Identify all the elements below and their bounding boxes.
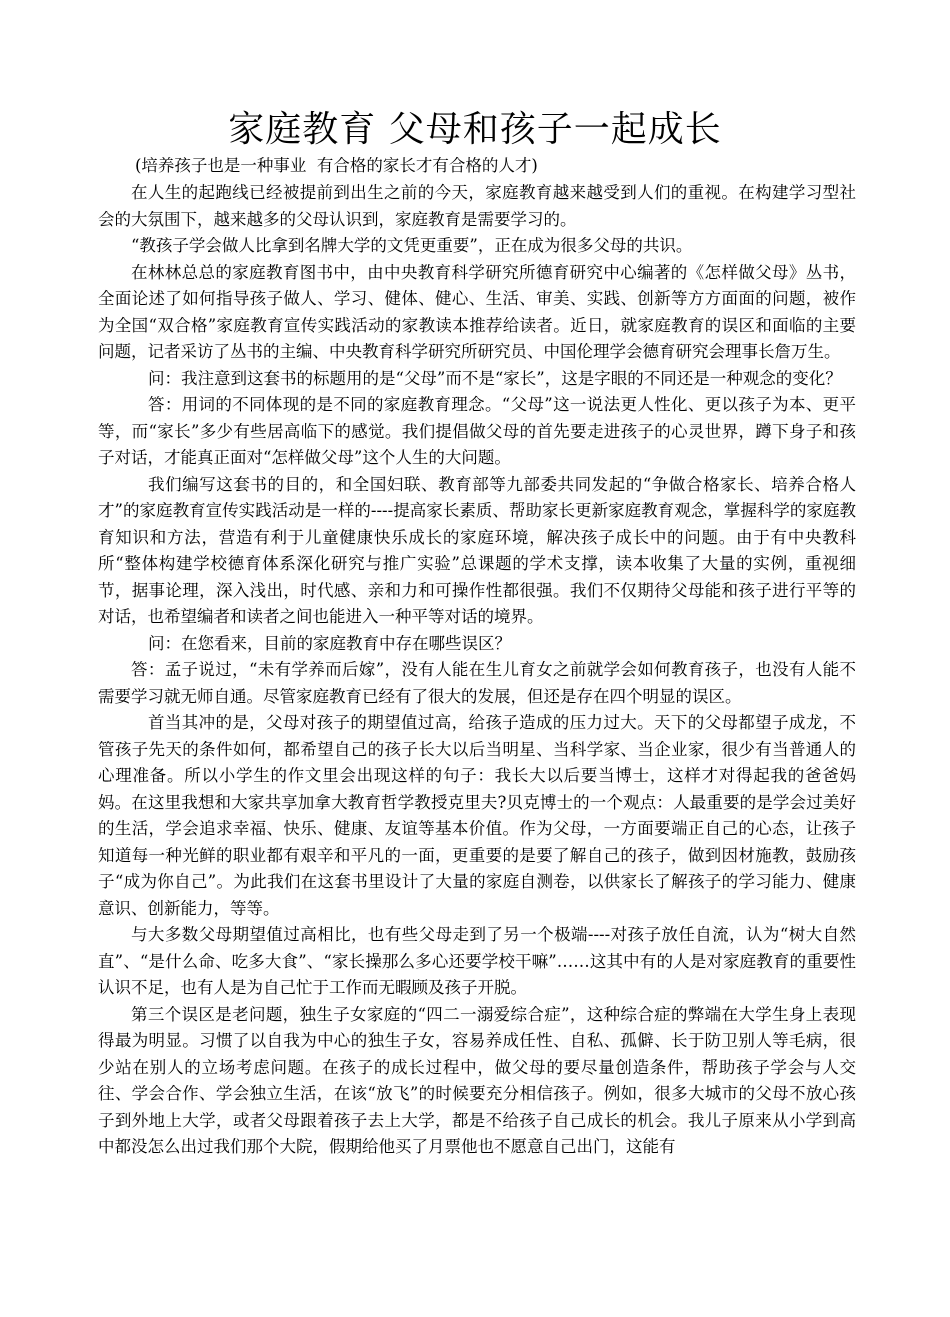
- paragraph: 问：我注意到这套书的标题用的是“父母”而不是“家长”，这是字眼的不同还是一种观念的变化？: [148, 368, 842, 388]
- paragraph: 第三个误区是老问题，独生子女家庭的“四二一溺爱综合症”，这种综合症的弊端在大学生身上表现得最为明显。习惯了以自我为中心的独生子女，容易养成任性、自私、孤僻、长于防卫别人等毛病，很少站在别人的立场考虑问题。在孩子的成长过程中，做父母的要尽量创造条件，帮助孩子学会与人交往、学会合作、学会独立生活，在该“放飞”的时候要充分相信孩子。例如，很多大城市的父母不放心孩子到外地上大学，或者父母跟着孩子去上大学，都是不给孩子自己成长的机会。我儿子原来从小学到高中都没怎么出过我们那个大院，假期给他买了月票他也不愿意自己出门，这能有: [98, 1004, 856, 1156]
- paragraph: “教孩子学会做人比拿到名牌大学的文凭更重要”，正在成为很多父母的共识。: [131, 236, 693, 255]
- document-subtitle: (培养孩子也是一种事业 有合格的家长才有合格的人才): [135, 156, 538, 175]
- paragraph: 答：孟子说过，“未有学养而后嫁”，没有人能在生儿育女之前就学会如何教育孩子，也没有人能不需要学习就无师自通。尽管家庭教育已经有了很大的发展，但还是存在四个明显的误区。: [98, 660, 856, 706]
- paragraph: 首当其冲的是，父母对孩子的期望值过高，给孩子造成的压力过大。天下的父母都望子成龙，不管孩子先天的条件如何，都希望自己的孩子长大以后当明星、当科学家、当企业家，很少有当普通人的心理准备。所以小学生的作文里会出现这样的句子：我长大以后要当博士，这样才对得起我的爸爸妈妈。在这里我想和大家共享加拿大教育哲学教授克里夫?贝克博士的一个观点：人最重要的是学会过美好的生活，学会追求幸福、快乐、健康、友谊等基本价值。作为父母，一方面要端正自己的心态，让孩子知道每一种光鲜的职业都有艰辛和平凡的一面，更重要的是要了解自己的孩子，做到因材施教，鼓励孩子“成为你自己”。为此我们在这套书里设计了大量的家庭自测卷，以供家长了解孩子的学习能力、健康意识、创新能力，等等。: [98, 713, 856, 918]
- paragraph: 问：在您看来，目前的家庭教育中存在哪些误区？: [148, 633, 511, 653]
- paragraph: 在林林总总的家庭教育图书中，由中央教育科学研究所德育研究中心编著的《怎样做父母》丛书，全面论述了如何指导孩子做人、学习、健体、健心、生活、审美、实践、创新等方方面面的问题，被作为全国“双合格”家庭教育宣传实践活动的家教读本推荐给读者。近日，就家庭教育的误区和面临的主要问题，记者采访了丛书的主编、中央教育科学研究所研究员、中国伦理学会德育研究会理事长詹万生。: [98, 262, 856, 361]
- paragraph: 我们编写这套书的目的，和全国妇联、教育部等九部委共同发起的“争做合格家长、培养合格人才”的家庭教育宣传实践活动是一样的----提高家长素质、帮助家长更新家庭教育观念，掌握科学的家庭教育知识和方法，营造有利于儿童健康快乐成长的家庭环境，解决孩子成长中的问题。由于有中央教科所“整体构建学校德育体系深化研究与推广实验”总课题的学术支撑，读本收集了大量的实例，重视细节，据事论理，深入浅出，时代感、亲和力和可操作性都很强。我们不仅期待父母能和孩子进行平等的对话，也希望编者和读者之间也能进入一种平等对话的境界。: [98, 474, 856, 626]
- document-title: 家庭教育 父母和孩子一起成长: [228, 109, 722, 150]
- paragraph: 答：用词的不同体现的是不同的家庭教育理念。“父母”这一说法更人性化、更以孩子为本、更平等，而“家长”多少有些居高临下的感觉。我们提倡做父母的首先要走进孩子的心灵世界，蹲下身子和孩子对话，才能真正面对“怎样做父母”这个人生的大问题。: [98, 395, 856, 467]
- document-body: [98, 180, 856, 1161]
- paragraph: 在人生的起跑线已经被提前到出生之前的今天，家庭教育越来越受到人们的重视。在构建学习型社会的大氛围下，越来越多的父母认识到，家庭教育是需要学习的。: [98, 183, 856, 229]
- paragraph: 与大多数父母期望值过高相比，也有些父母走到了另一个极端----对孩子放任自流，认为“树大自然直”、“是什么命、吃多大食”、“家长操那么多心还要学校干嘛”……这其中有的人是对家庭教育的重要性认识不足，也有人是为自己忙于工作而无暇顾及孩子开脱。: [98, 925, 856, 997]
